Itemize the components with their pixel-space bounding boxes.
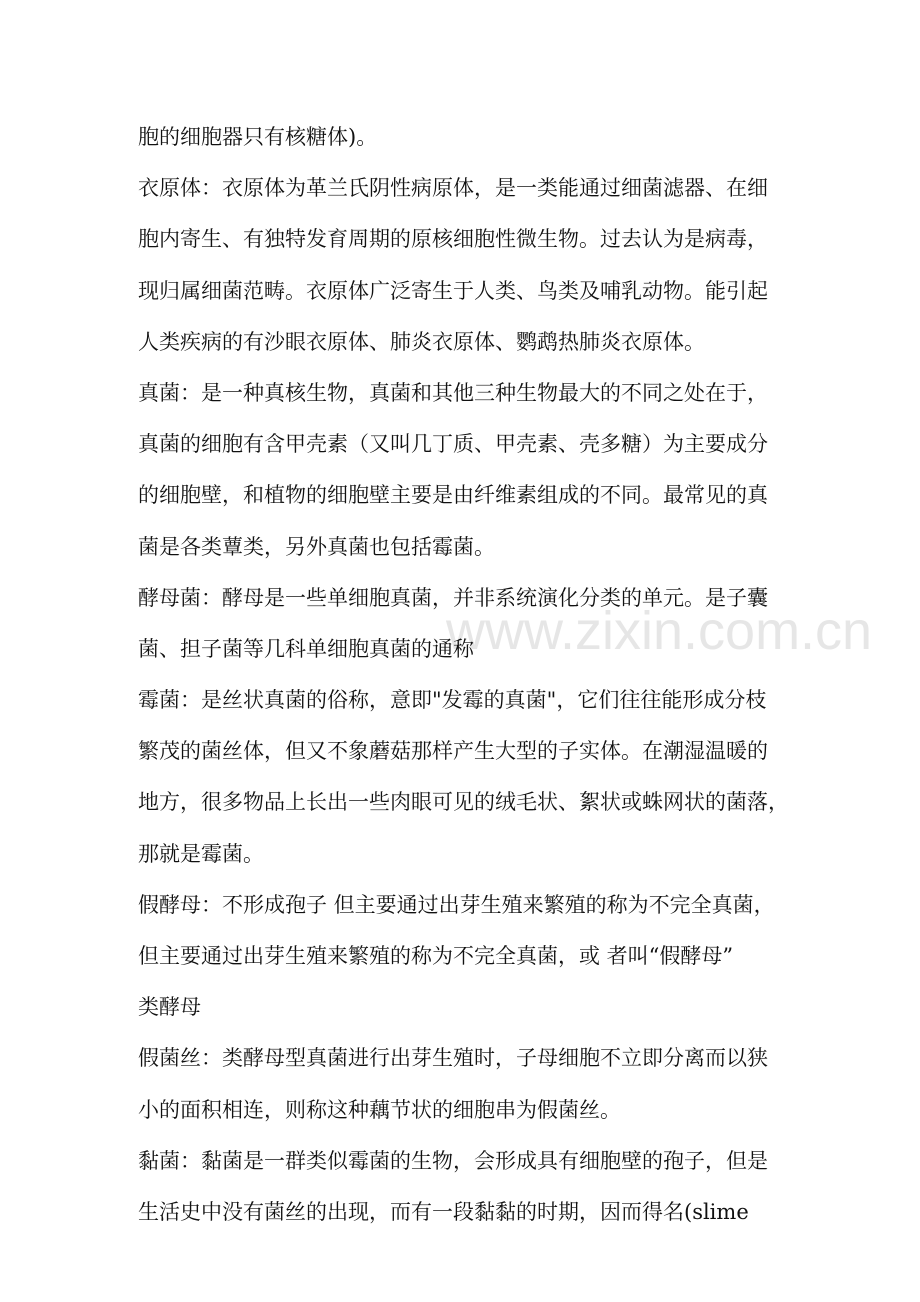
- text-line: 的细胞壁，和植物的细胞壁主要是由纤维素组成的不同。最常见的真: [138, 483, 768, 508]
- text-line: 菌、担子菌等几科单细胞真菌的通称: [138, 636, 474, 661]
- text-line: 胞内寄生、有独特发育周期的原核细胞性微生物。过去认为是病毒，: [138, 227, 768, 252]
- text-line: 真菌的细胞有含甲壳素（又叫几丁质、甲壳素、壳多糖）为主要成分: [138, 432, 768, 457]
- text-line: 人类疾病的有沙眼衣原体、肺炎衣原体、鹦鹉热肺炎衣原体。: [138, 329, 705, 354]
- text-line: 生活史中没有菌丝的出现，而有一段黏黏的时期，因而得名(slime: [138, 1199, 749, 1224]
- text-line: 那就是霉菌。: [138, 841, 264, 866]
- text-line: 霉菌：是丝状真菌的俗称，意即"发霉的真菌"，它们往往能形成分枝: [138, 688, 767, 713]
- text-line: 繁茂的菌丝体，但又不象蘑菇那样产生大型的子实体。在潮湿温暖的: [138, 739, 768, 764]
- text-line: 但主要通过出芽生殖来繁殖的称为不完全真菌，或 者叫“假酵母”: [138, 944, 734, 968]
- text-line: 黏菌：黏菌是一群类似霉菌的生物，会形成具有细胞壁的孢子，但是: [138, 1148, 768, 1173]
- text-line: 真菌：是一种真核生物，真菌和其他三种生物最大的不同之处在于，: [138, 380, 768, 405]
- text-line: 假酵母：不形成孢子 但主要通过出芽生殖来繁殖的称为不完全真菌，: [138, 892, 775, 917]
- document-body: [138, 112, 788, 1238]
- text-line: 衣原体：衣原体为革兰氏阴性病原体，是一类能通过细菌滤器、在细: [138, 176, 768, 201]
- text-line: 小的面积相连，则称这种藕节状的细胞串为假菌丝。: [138, 1097, 621, 1122]
- text-line: 胞的细胞器只有核糖体)。: [138, 125, 378, 149]
- text-line: 酵母菌：酵母是一些单细胞真菌，并非系统演化分类的单元。是子囊: [138, 585, 768, 610]
- text-line: 假菌丝：类酵母型真菌进行出芽生殖时，子母细胞不立即分离而以狭: [138, 1046, 768, 1071]
- text-line: 地方，很多物品上长出一些肉眼可见的绒毛状、絮状或蛛网状的菌落，: [138, 790, 789, 815]
- watermark: www.zixin.com.cn: [446, 601, 873, 661]
- text-line: 现归属细菌范畴。衣原体广泛寄生于人类、鸟类及哺乳动物。能引起: [138, 278, 768, 303]
- text-line: 类酵母: [138, 995, 201, 1020]
- text-line: 菌是各类蕈类，另外真菌也包括霉菌。: [138, 534, 495, 559]
